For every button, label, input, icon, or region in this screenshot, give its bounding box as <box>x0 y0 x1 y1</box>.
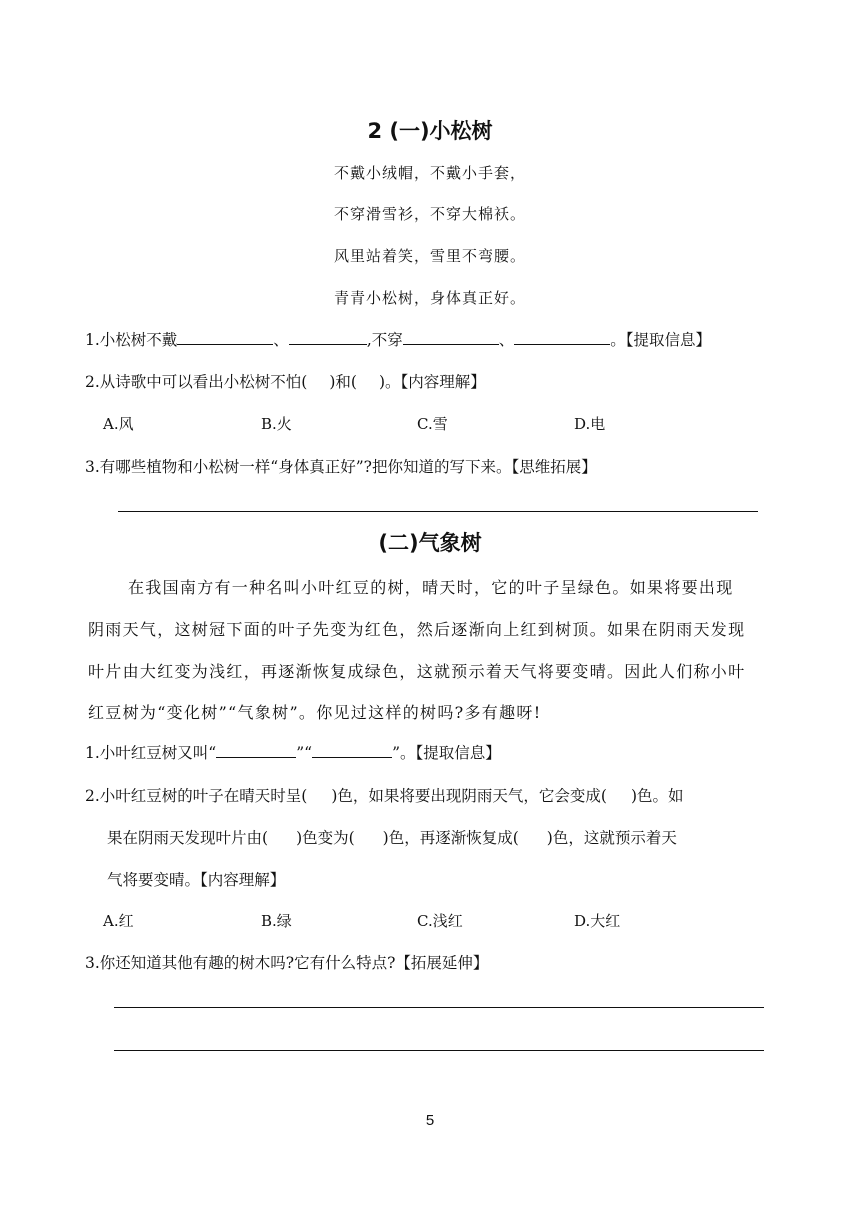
s2-q1-blank-1[interactable] <box>216 743 296 758</box>
s1-q2-text-a: 2.从诗歌中可以看出小松树不怕( <box>85 373 308 391</box>
page-number: 5 <box>425 1112 435 1129</box>
s1-question-3: 3.有哪些植物和小松树一样“身体真正好”?把你知道的写下来。【思维拓展】 <box>85 458 597 476</box>
s1-answer-line[interactable] <box>118 511 758 512</box>
s2-q2-text-1c: )色。如 <box>630 787 684 805</box>
s1-q1-blank-1[interactable] <box>177 330 273 345</box>
s1-q2-option-a[interactable]: A.风 <box>103 415 134 433</box>
s2-q2-text-1a: 2.小叶红豆树的叶子在晴天时呈( <box>85 787 308 805</box>
s2-question-3: 3.你还知道其他有趣的树木吗?它有什么特点?【拓展延伸】 <box>85 954 489 972</box>
s2-question-2-line-3: 气将要变晴。【内容理解】 <box>107 871 286 889</box>
s2-question-2-line-1 <box>85 784 684 806</box>
s2-answer-line-2[interactable] <box>114 1050 764 1051</box>
poem-line-1: 不戴小绒帽，不戴小手套， <box>333 164 526 182</box>
s2-q1-text-c: ”。【提取信息】 <box>392 744 501 762</box>
poem-line-2: 不穿滑雪衫，不穿大棉袄。 <box>333 205 526 223</box>
poem-line-3: 风里站着笑，雪里不弯腰。 <box>333 247 526 265</box>
s1-q1-sep: 、 <box>273 331 289 349</box>
s2-q2-text-1b: )色，如果将要出现阴雨天气，它会变成( <box>331 787 607 805</box>
section2-title: (二)气象树 <box>378 531 482 555</box>
section1-title: 2 (一)小松树 <box>367 119 493 143</box>
s2-q1-text-a: 1.小叶红豆树又叫“ <box>85 744 217 762</box>
s1-q1-text: 1.小松树不戴 <box>85 331 178 349</box>
s1-q1-blank-4[interactable] <box>514 330 610 345</box>
s2-q2-option-d[interactable]: D.大红 <box>574 912 621 930</box>
s2-q2-option-c[interactable]: C.浅红 <box>417 912 463 930</box>
s1-q1-comma: , <box>366 331 372 349</box>
s1-q2-text-c: )。【内容理解】 <box>378 373 486 391</box>
poem-line-4: 青青小松树，身体真正好。 <box>333 289 526 307</box>
s2-q2-text-2c: )色，再逐渐恢复成( <box>382 829 519 847</box>
s1-q2-text-b: )和( <box>329 373 357 391</box>
s2-q2-option-a[interactable]: A.红 <box>103 912 134 930</box>
s2-q2-text-2b: )色变为( <box>296 829 355 847</box>
s2-q2-text-2d: )色，这就预示着天 <box>546 829 677 847</box>
s1-q1-text-b: 不穿 <box>371 331 403 349</box>
s1-q2-option-c[interactable]: C.雪 <box>417 415 448 433</box>
s1-q2-option-d[interactable]: D.电 <box>574 415 606 433</box>
s2-paragraph-line-1: 在我国南方有一种名叫小叶红豆的树，晴天时，它的叶子呈绿色。如果将要出现 <box>128 578 734 597</box>
s2-paragraph-line-3: 叶片由大红变为浅红，再逐渐恢复成绿色，这就预示着天气将要变晴。因此人们称小叶 <box>88 662 746 681</box>
s1-q1-blank-2[interactable] <box>289 330 367 345</box>
s2-paragraph-line-2: 阴雨天气，这树冠下面的叶子先变为红色，然后逐渐向上红到树顶。如果在阴雨天发现 <box>88 620 746 639</box>
s2-q1-text-b: ”“ <box>296 744 313 762</box>
s1-q1-blank-3[interactable] <box>403 330 499 345</box>
s2-q2-text-2a: 果在阴雨天发现叶片由( <box>107 829 269 847</box>
s2-paragraph-line-4: 红豆树为“变化树”“气象树”。你见过这样的树吗?多有趣呀! <box>88 703 542 722</box>
s1-q1-end: 。【提取信息】 <box>610 331 712 349</box>
s1-question-1 <box>85 328 711 350</box>
s1-q2-option-b[interactable]: B.火 <box>261 415 292 433</box>
s2-answer-line-1[interactable] <box>114 1007 764 1008</box>
s1-q1-sep-2: 、 <box>498 331 515 349</box>
s2-question-2-line-2 <box>107 826 677 848</box>
s2-q1-blank-2[interactable] <box>312 743 392 758</box>
s1-question-2 <box>85 370 486 392</box>
s2-question-1 <box>85 741 501 763</box>
s2-q2-option-b[interactable]: B.绿 <box>261 912 292 930</box>
